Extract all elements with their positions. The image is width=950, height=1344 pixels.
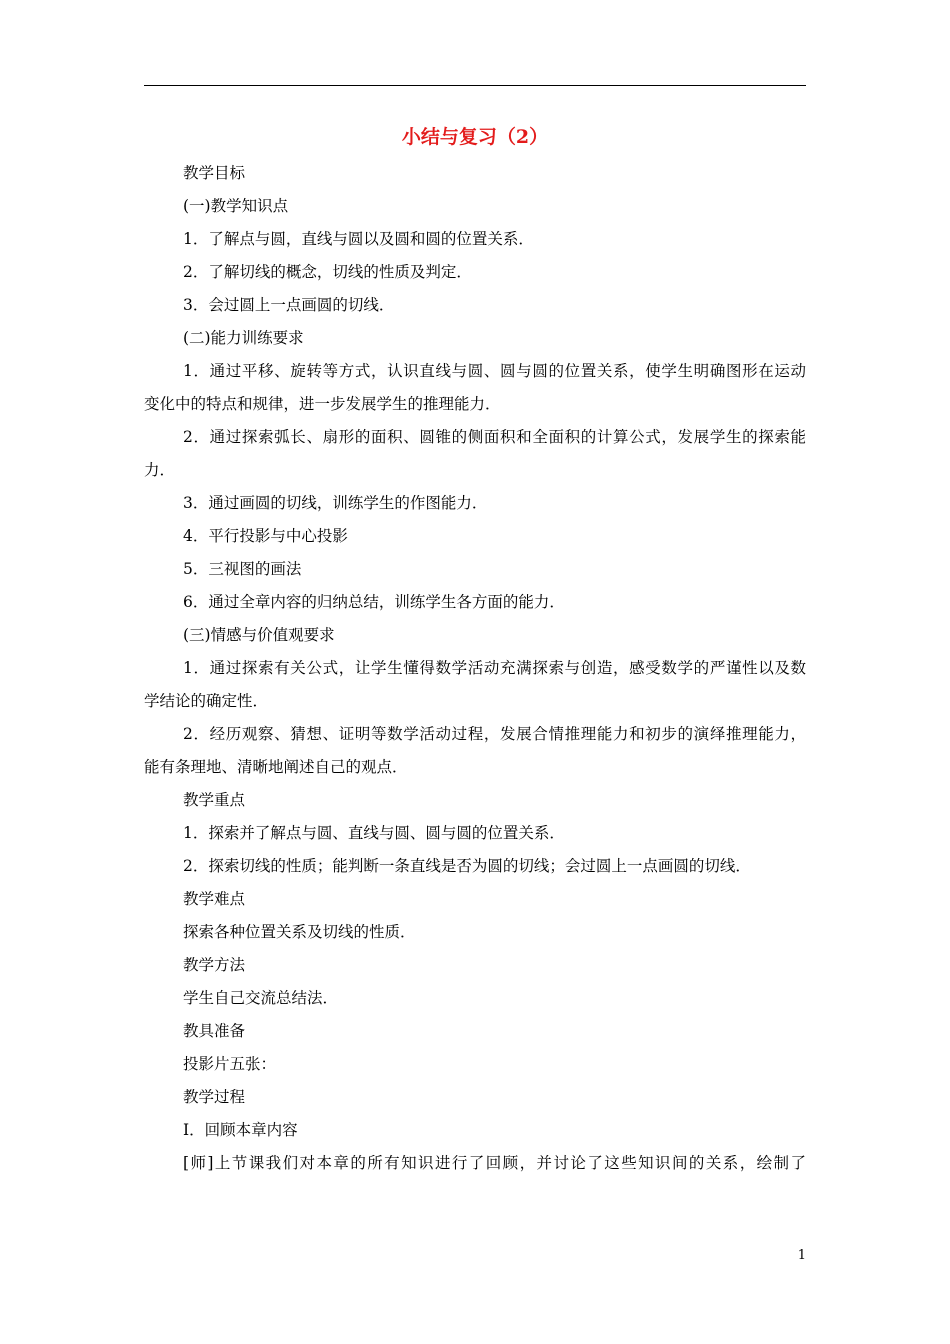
paragraph-line: 1．通过平移、旋转等方式，认识直线与圆、圆与圆的位置关系，使学生明确图形在运动: [183, 362, 806, 380]
subheading-knowledge: (一)教学知识点: [183, 197, 289, 215]
document-body: [144, 157, 806, 1180]
subheading-values: (三)情感与价值观要求: [183, 626, 335, 644]
paragraph-line: 学生自己交流总结法．: [183, 989, 339, 1007]
paragraph-line: 1．探索并了解点与圆、直线与圆、圆与圆的位置关系．: [183, 824, 565, 842]
paragraph-line: 学结论的确定性．: [144, 692, 269, 710]
subheading-ability: (二)能力训练要求: [183, 329, 304, 347]
paragraph-line: 5．三视图的画法: [183, 560, 302, 578]
section-heading-process: 教学过程: [183, 1088, 246, 1106]
paragraph-line: 4．平行投影与中心投影: [183, 527, 348, 545]
paragraph-line: 3．会过圆上一点画圆的切线．: [183, 296, 395, 314]
paragraph-line: 力．: [144, 461, 176, 479]
section-heading-difficulties: 教学难点: [183, 890, 246, 908]
subheading-review: Ⅰ．回顾本章内容: [183, 1121, 298, 1139]
document-title: 小结与复习（2）: [401, 126, 549, 148]
paragraph-line: 6．通过全章内容的归纳总结，训练学生各方面的能力．: [183, 593, 565, 611]
section-heading-method: 教学方法: [183, 956, 246, 974]
page-number: 1: [797, 1248, 806, 1263]
section-heading-objectives: 教学目标: [183, 164, 246, 182]
section-heading-key-points: 教学重点: [183, 791, 246, 809]
paragraph-line: 2．经历观察、猜想、证明等数学活动过程，发展合情推理能力和初步的演绎推理能力，: [183, 725, 806, 743]
section-heading-materials: 教具准备: [183, 1022, 246, 1040]
paragraph-line: 2．探索切线的性质；能判断一条直线是否为圆的切线；会过圆上一点画圆的切线．: [183, 857, 751, 875]
paragraph-line: 探索各种位置关系及切线的性质．: [183, 923, 416, 941]
paragraph-line: 2．通过探索弧长、扇形的面积、圆锥的侧面积和全面积的计算公式，发展学生的探索能: [183, 428, 806, 446]
paragraph-line: [师]上节课我们对本章的所有知识进行了回顾，并讨论了这些知识间的关系，绘制了: [183, 1154, 806, 1172]
paragraph-line: 1．了解点与圆，直线与圆以及圆和圆的位置关系．: [183, 230, 534, 248]
paragraph-line: 能有条理地、清晰地阐述自己的观点．: [144, 758, 408, 776]
paragraph-line: 2．了解切线的概念，切线的性质及判定．: [183, 263, 472, 281]
header-rule: [144, 85, 806, 86]
paragraph-line: 投影片五张：: [183, 1055, 277, 1073]
paragraph-line: 1．通过探索有关公式，让学生懂得数学活动充满探索与创造，感受数学的严谨性以及数: [183, 659, 806, 677]
paragraph-line: 3．通过画圆的切线，训练学生的作图能力．: [183, 494, 488, 512]
paragraph-line: 变化中的特点和规律，进一步发展学生的推理能力．: [144, 395, 501, 413]
